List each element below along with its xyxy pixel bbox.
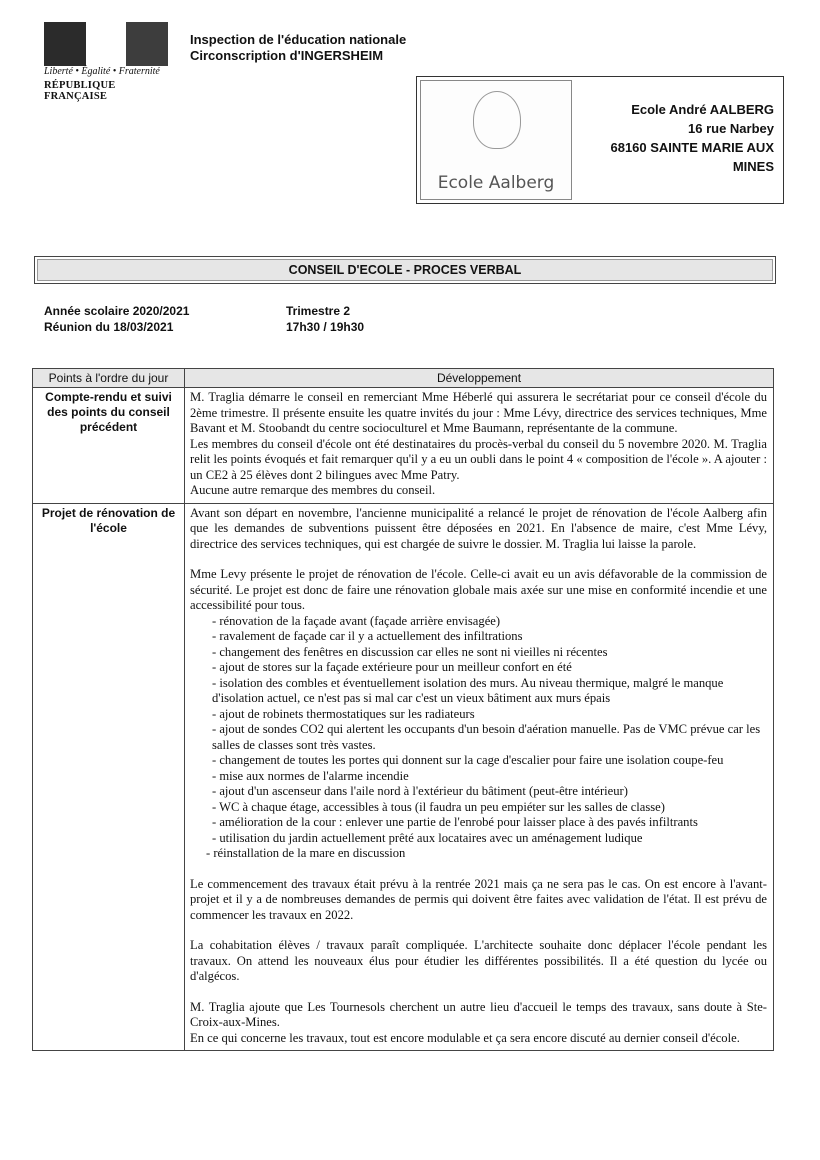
list-item: - changement des fenêtres en discussion car elles ne sont ni vieilles ni récentes [212, 644, 608, 659]
list-item: - isolation des combles et éventuellement isolation des murs. Au niveau thermique, malgré le manque d'isolation actuel, ce n'est pas si mal car c'est un vieux bâtiment aux murs épais [212, 675, 724, 705]
meeting-time: 17h30 / 19h30 [286, 320, 365, 334]
paragraph: En ce qui concerne les travaux, tout est encore modulable et ça sera encore discuté au dernier conseil d'école. [190, 1030, 740, 1045]
paragraph: M. Traglia ajoute que Les Tournesols cherchent un autre lieu d'accueil le temps des travaux, sans doute à Ste-Croix-aux-Mines. [190, 999, 767, 1029]
school-street: 16 rue Narbey [688, 121, 774, 136]
list-item: - ravalement de façade car il y a actuellement des infiltrations [212, 629, 523, 643]
school-city: 68160 SAINTE MARIE AUX [610, 140, 774, 155]
school-logo [420, 80, 572, 200]
table-row [33, 503, 774, 1051]
meeting-date: Réunion du 18/03/2021 [44, 320, 174, 334]
republic-motto: Liberté • Égalité • Fraternité [44, 66, 160, 77]
inspection-heading [190, 32, 406, 64]
school-year: Année scolaire 2020/2021 [44, 304, 190, 318]
meta-right [286, 303, 364, 335]
minutes-table [32, 368, 774, 1051]
agenda-point: Compte-rendu et suivi des points du conseil précédent [33, 388, 185, 504]
paragraph: La cohabitation élèves / travaux paraît compliquée. L'architecte souhaite donc déplacer l'école pendant les travaux. On attend les nouveaux élus pour étudier les différentes possibilités. Il a été question du lycée ou d'algécos. [190, 938, 767, 983]
republique-logo [44, 22, 168, 66]
development-cell [185, 503, 774, 1051]
list-item: - réinstallation de la mare en discussion [206, 846, 406, 860]
list-item: - changement de toutes les portes qui donnent sur la cage d'escalier pour faire une isolation coupe-feu [212, 753, 724, 767]
development-cell [185, 388, 774, 504]
list-item: - mise aux normes de l'alarme incendie [212, 768, 409, 783]
paragraph: Le commencement des travaux était prévu à la rentrée 2021 mais ça ne sera pas le cas. On est encore à l'avant-projet et il y a de nombreuses demandes de permis qui doivent être faites avec validation de l'état. Il est prévu de commencer les travaux en 2022. [190, 876, 767, 922]
col-header-developpement: Développement [185, 369, 774, 388]
school-logo-caption: Ecole Aalberg [437, 173, 555, 193]
list-item: - ajout de sondes CO2 qui alertent les occupants d'un besoin d'aération manuelle. Pas de VMC prévue car les salles de classes sont très vastes. [212, 722, 761, 752]
paragraph: Aucune autre remarque des membres du conseil. [190, 483, 436, 497]
table-header-row [33, 369, 774, 388]
circonscription-line: Circonscription d'INGERSHEIM [190, 48, 384, 63]
table-row [33, 388, 774, 504]
list-item: - WC à chaque étage, accessibles à tous (il faudra un peu empiéter sur les salles de classe) [212, 799, 665, 814]
paragraph: Avant son départ en novembre, l'ancienne municipalité a relancé le projet de rénovation de l'école Aalberg afin que les demandes de subventions puissent être déposées en 2021. En l'absence de maire, c'est Mme Lévy, directrice des services techniques, qui est chargée de suivre le dossier. M. Traglia lui laisse la parole. [190, 505, 767, 551]
col-header-points: Points à l'ordre du jour [33, 369, 185, 388]
list-item: - ajout de robinets thermostatiques sur les radiateurs [212, 706, 475, 721]
list-item: - rénovation de la façade avant (façade arrière envisagée) [212, 613, 501, 628]
school-city-2: MINES [732, 159, 774, 174]
meta-left [44, 303, 189, 335]
list-item: - amélioration de la cour : enlever une partie de l'enrobé pour laisser place à des pavés infiltrants [212, 815, 698, 829]
paragraph: Les membres du conseil d'école ont été destinataires du procès-verbal du conseil du 5 novembre 2020. M. Traglia relit les points évoqués et fait remarquer qu'il y a eu un oubli dans le point 4 « composition de l'école ». A ajouter : un CE2 à 25 élèves dont 2 bilingues avec Mme Patry. [190, 436, 767, 482]
paragraph: M. Traglia démarre le conseil en remerciant Mme Héberlé qui assurera le secrétariat pour ce conseil d'école du 2ème trimestre. Il présente ensuite les quatre invités du jour : Mme Lévy, directrice des services techniques, Mme Bavant et M. Stoobandt du centre socioculturel et Mme Baumann, représentante de la commune. [190, 390, 767, 435]
paragraph: Mme Levy présente le projet de rénovation de l'école. Celle-ci avait eu un avis défavorable de la commission de sécurité. Le projet est donc de faire une rénovation globale mais axée sur une mise en conformité incendie et une accessibilité pour tous. [190, 567, 767, 612]
republic-name: RÉPUBLIQUE FRANÇAISE [44, 80, 116, 102]
document-title: CONSEIL D'ECOLE - PROCES VERBAL [34, 256, 776, 284]
list-item: - ajout de stores sur la façade extérieure pour un meilleur confort en été [212, 660, 572, 674]
trimester: Trimestre 2 [286, 304, 351, 318]
inspection-line: Inspection de l'éducation nationale [190, 32, 407, 47]
school-address [580, 100, 774, 176]
list-item: - ajout d'un ascenseur dans l'aile nord à l'extérieur du bâtiment (peut-être intérieur) [212, 784, 628, 798]
list-item: - utilisation du jardin actuellement prêté aux locataires avec un aménagement ludique [212, 830, 643, 845]
agenda-point: Projet de rénovation de l'école [33, 503, 185, 1051]
school-name: Ecole André AALBERG [631, 102, 774, 117]
